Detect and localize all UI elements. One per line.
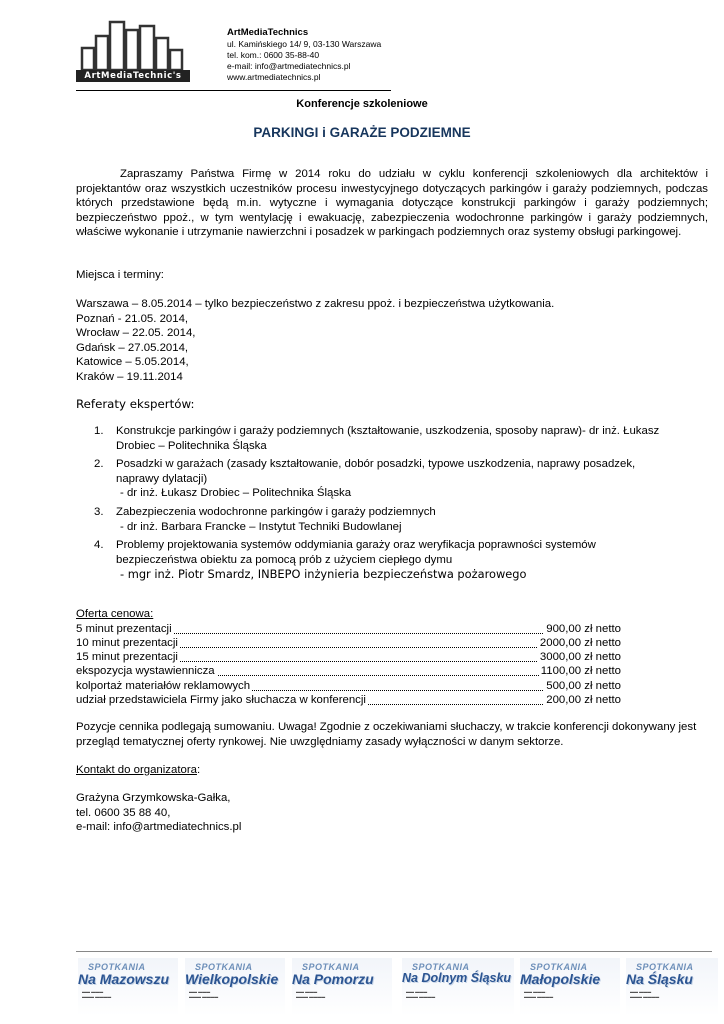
item-speaker: - dr inż. Barbara Francke – Instytut Techniki Budowlanej [120,520,402,533]
price-value: 500,00 zł netto [546,680,621,692]
expert-item [76,424,676,453]
price-row [76,664,621,679]
locations-heading: Miejsca i terminy: [76,269,164,281]
document-title: PARKINGI i GARAŻE PODZIEMNE [253,125,471,140]
footer-divider [76,951,712,952]
item-line: Problemy projektowania systemów oddymiania garaży oraz weryfikacja poprawności systemów [116,539,596,552]
footer-logo-malopolskie[interactable] [520,958,620,1016]
footer-logo-small-print-icon: ▬▬ ▬▬▬ ▬▬▬ ▬▬▬▬ [406,989,436,999]
expert-item [76,505,676,534]
item-number: 1. [94,425,104,437]
experts-list [76,424,676,586]
expert-item [76,538,676,582]
item-line: Posadzki w garażach (zasady kształtowanie, dobór posadzki, typowe uszkodzenia, naprawy posadzek, [116,458,636,471]
company-email[interactable]: e-mail: info@artmediatechnics.pl [227,61,351,71]
location-item: Katowice – 5.05.2014, [76,356,189,369]
contact-heading-wrap [76,763,708,778]
contact-heading: Kontakt do organizatora [76,764,197,776]
footer-logo-small-print-icon: ▬▬ ▬▬▬ ▬▬▬ ▬▬▬▬ [630,989,660,999]
footer-logo-main: Na Pomorzu [292,971,374,987]
price-row [76,622,621,637]
location-item: Warszawa – 8.05.2014 – tylko bezpieczeństwo z zakresu ppoż. i bezpieczeństwa użytkowania. [76,298,555,310]
company-website[interactable]: www.artmediatechnics.pl [227,72,321,82]
company-name: ArtMediaTechnics [227,27,309,38]
contact-details [76,791,708,835]
footer-logo-slask[interactable] [626,958,718,1016]
item-line: Drobiec – Politechnika Śląska [116,439,267,452]
expert-item [76,457,676,501]
item-line: Zabezpieczenia wodochronne parkingów i garaży podziemnych [116,505,436,518]
item-number: 2. [94,458,104,471]
logo-text: ArtMediaTechnic's [84,71,182,81]
footer-logo-main: Małopolskie [520,971,601,987]
price-value: 200,00 zł netto [546,694,621,706]
price-label: ekspozycja wystawiennicza [76,665,215,677]
location-item: Poznań - 21.05. 2014, [76,312,189,325]
footer-logo-top: SPOTKANIA [412,962,470,972]
price-value: 1100,00 zł netto [540,665,621,677]
locations-list [76,297,708,385]
location-item: Kraków – 19.11.2014 [76,370,183,383]
item-number: 3. [94,505,104,518]
price-value: 3000,00 zł netto [539,651,621,663]
footer-logo-top: SPOTKANIA [636,962,694,972]
footer-logo-main: Na Dolnym Śląsku [402,971,512,985]
item-number: 4. [94,539,104,552]
price-row [76,679,621,694]
footer-logo-dolny-slask[interactable] [402,958,514,1016]
price-value: 900,00 zł netto [546,623,621,635]
price-row [76,693,621,708]
price-row [76,650,621,665]
footer-logo-main: Na Śląsku [626,971,693,987]
contact-heading-colon: : [196,764,201,776]
footer-logo-main: Na Mazowszu [78,971,170,987]
footer-logo-mazowsze[interactable] [78,958,178,1016]
header-divider [76,90,391,91]
price-label: 5 minut prezentacji [76,623,172,635]
footer-logo-top: SPOTKANIA [530,962,588,972]
footer-logo-top: SPOTKANIA [302,962,360,972]
footer-logo-small-print-icon: ▬▬ ▬▬▬ ▬▬▬ ▬▬▬▬ [189,989,219,999]
location-item: Gdańsk – 27.05.2014, [76,341,189,354]
item-speaker: - dr inż. Łukasz Drobiec – Politechnika Śląska [120,487,352,500]
price-label: 15 minut prezentacji [76,651,178,663]
footer-logo-small-print-icon: ▬▬ ▬▬▬ ▬▬▬ ▬▬▬▬ [524,989,554,999]
footer-logo-small-print-icon: ▬▬ ▬▬▬ ▬▬▬ ▬▬▬▬ [296,989,326,999]
company-logo [76,18,190,82]
footer-logo-top: SPOTKANIA [88,962,146,972]
location-item: Wrocław – 22.05. 2014, [76,327,196,340]
intro-paragraph: Zapraszamy Państwa Firmę w 2014 roku do udziału w cyklu konferencji szkoleniowych dla architektów i projektantów oraz wszystkich uczestników procesu inwestycyjnego dotyczących parkingów i garaży podziemnych, podczas których przedstawione będą m.in. wytyczne i wymagania dotyczące konstrukcji parkingów i garaży podziemnych; bezpieczeństwo ppoż., w tym wentylację i ewakuację, zabezpieczenia wodochronne parkingów i garaży podziemnych, właściwe wykonanie i utrzymanie nawierzchni i posadzek w parkingach podziemnych oraz systemy obsługi parkingowej. [76,168,708,239]
contact-email[interactable]: e-mail: info@artmediatechnics.pl [76,821,242,834]
footer-logo-top: SPOTKANIA [195,962,253,972]
company-address: ul. Kamińskiego 14/ 9, 03-130 Warszawa [227,39,382,49]
contact-name: Grażyna Grzymkowska-Gałka, [76,792,231,804]
company-info [227,27,381,83]
item-line: bezpieczeństwa obiektu za pomocą prób z użyciem ciepłego dymu [116,553,453,566]
company-phone: tel. kom.: 0600 35-88-40 [227,50,320,60]
pricing-note: Pozycje cennika podlegają sumowaniu. Uwaga! Zgodnie z oczekiwaniami słuchaczy, w trakcie konferencji dokonywany jest przegląd tematycznej oferty rynkowej. Nie uwzględniamy zasady wyłączności w danym sektorze. [76,721,697,748]
pricing-heading: Oferta cenowa: [76,608,154,620]
footer-logo-pomorze[interactable] [292,958,392,1016]
item-line: Konstrukcje parkingów i garaży podziemnych (kształtowanie, uszkodzenia, sposoby napraw)- dr inż. Łukasz [116,425,660,437]
document-subtitle: Konferencje szkoleniowe [296,98,428,110]
footer-logo-small-print-icon: ▬▬ ▬▬▬ ▬▬▬ ▬▬▬▬ [82,989,112,999]
price-label: udział przedstawiciela Firmy jako słuchacza w konferencji [76,694,366,706]
price-value: 2000,00 zł netto [539,637,621,649]
footer-logo-wielkopolskie[interactable] [185,958,285,1016]
item-line: naprawy dylatacji) [116,472,208,485]
price-label: kolportaż materiałów reklamowych [76,680,251,692]
experts-heading: Referaty ekspertów: [76,397,195,411]
footer-logo-main: Wielkopolskie [185,971,279,987]
item-speaker: - mgr inż. Piotr Smardz, INBEPO inżynieria bezpieczeństwa pożarowego [120,567,527,582]
price-label: 10 minut prezentacji [76,637,178,649]
contact-phone: tel. 0600 35 88 40, [76,806,171,819]
price-row [76,636,621,651]
